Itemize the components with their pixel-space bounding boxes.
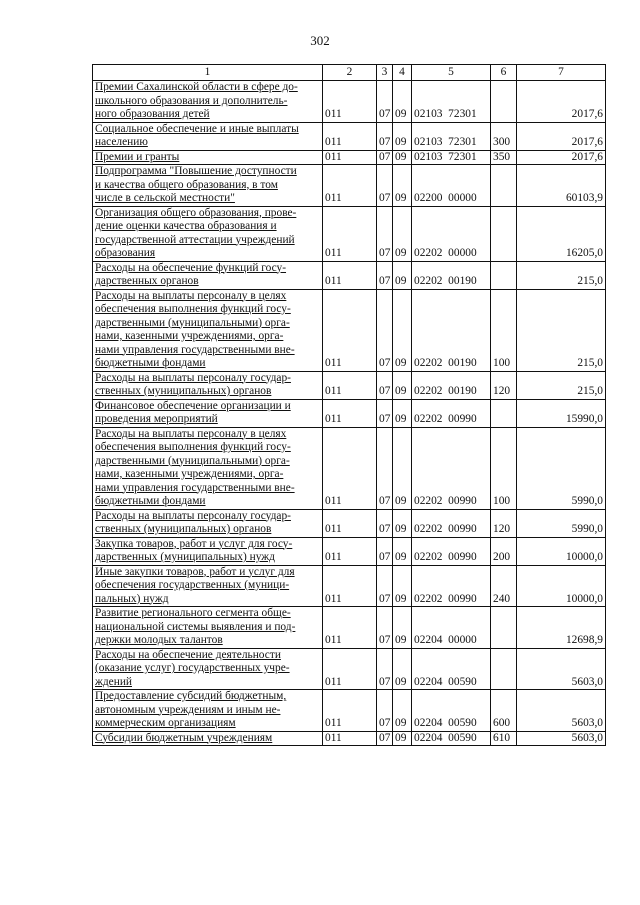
row-expense-type: 300	[491, 122, 517, 150]
header-col-6: 6	[491, 65, 517, 81]
row-name: Подпрограмма "Повышение доступности и качества общего образования, в том числе в сельской местности"	[93, 165, 323, 207]
row-target-article: 02103 72301	[412, 81, 491, 123]
row-amount: 5990,0	[517, 427, 606, 509]
row-target-article: 02202 00000	[412, 206, 491, 261]
row-expense-type	[491, 81, 517, 123]
row-grbs-code: 011	[323, 537, 377, 565]
table-row	[93, 206, 606, 261]
header-col-4: 4	[393, 65, 412, 81]
row-amount: 5990,0	[517, 509, 606, 537]
row-amount: 2017,6	[517, 122, 606, 150]
budget-table	[92, 64, 606, 746]
row-target-article: 02202 00190	[412, 371, 491, 399]
header-col-1: 1	[93, 65, 323, 81]
row-name: Организация общего образования, прове- дение оценки качества образования и государственной аттестации учреждений образования	[93, 206, 323, 261]
page-number: 302	[310, 33, 330, 48]
row-target-article: 02202 00190	[412, 289, 491, 371]
row-amount: 15990,0	[517, 399, 606, 427]
row-subsection-code: 09	[393, 607, 412, 649]
row-target-article: 02204 00590	[412, 731, 491, 746]
row-amount: 12698,9	[517, 607, 606, 649]
table-row	[93, 607, 606, 649]
header-col-5: 5	[412, 65, 491, 81]
row-name: Расходы на выплаты персоналу государ- ственных (муниципальных) органов	[93, 509, 323, 537]
row-section-code: 07	[377, 150, 393, 165]
row-expense-type	[491, 261, 517, 289]
table-row	[93, 537, 606, 565]
row-expense-type	[491, 607, 517, 649]
row-name: Расходы на выплаты персоналу в целях обеспечения выполнения функций госу- дарственными (муниципальными) орга- нами, казенными учреждениями, орга- нами управления государственными вне- бюджетными фондами	[93, 289, 323, 371]
row-target-article: 02202 00990	[412, 427, 491, 509]
header-col-2: 2	[323, 65, 377, 81]
row-grbs-code: 011	[323, 565, 377, 607]
row-name: Расходы на обеспечение деятельности (оказание услуг) государственных учре- ждений	[93, 648, 323, 690]
row-name: Закупка товаров, работ и услуг для госу- дарственных (муниципальных) нужд	[93, 537, 323, 565]
row-section-code: 07	[377, 371, 393, 399]
row-target-article: 02202 00990	[412, 537, 491, 565]
row-target-article: 02103 72301	[412, 122, 491, 150]
row-subsection-code: 09	[393, 427, 412, 509]
row-section-code: 07	[377, 509, 393, 537]
row-subsection-code: 09	[393, 690, 412, 732]
row-section-code: 07	[377, 261, 393, 289]
row-section-code: 07	[377, 122, 393, 150]
table-row	[93, 648, 606, 690]
row-grbs-code: 011	[323, 607, 377, 649]
row-name: Субсидии бюджетным учреждениям	[93, 731, 323, 746]
row-section-code: 07	[377, 427, 393, 509]
table-row	[93, 427, 606, 509]
row-expense-type: 120	[491, 371, 517, 399]
row-amount: 215,0	[517, 261, 606, 289]
row-expense-type: 100	[491, 427, 517, 509]
row-amount: 215,0	[517, 289, 606, 371]
row-amount: 10000,0	[517, 537, 606, 565]
row-expense-type: 610	[491, 731, 517, 746]
table-row	[93, 731, 606, 746]
row-grbs-code: 011	[323, 648, 377, 690]
row-subsection-code: 09	[393, 165, 412, 207]
header-row	[93, 65, 606, 81]
row-section-code: 07	[377, 165, 393, 207]
row-grbs-code: 011	[323, 150, 377, 165]
table-row	[93, 371, 606, 399]
row-name: Развитие регионального сегмента обще- национальной системы выявления и под- держки молодых талантов	[93, 607, 323, 649]
row-grbs-code: 011	[323, 731, 377, 746]
row-name: Расходы на обеспечение функций госу- дарственных органов	[93, 261, 323, 289]
row-subsection-code: 09	[393, 81, 412, 123]
row-target-article: 02103 72301	[412, 150, 491, 165]
row-section-code: 07	[377, 731, 393, 746]
table-row	[93, 122, 606, 150]
table-row	[93, 150, 606, 165]
row-grbs-code: 011	[323, 165, 377, 207]
row-target-article: 02204 00590	[412, 648, 491, 690]
row-grbs-code: 011	[323, 261, 377, 289]
row-section-code: 07	[377, 206, 393, 261]
header-col-7: 7	[517, 65, 606, 81]
row-amount: 2017,6	[517, 81, 606, 123]
row-section-code: 07	[377, 690, 393, 732]
row-section-code: 07	[377, 399, 393, 427]
row-amount: 2017,6	[517, 150, 606, 165]
row-subsection-code: 09	[393, 731, 412, 746]
row-section-code: 07	[377, 289, 393, 371]
row-target-article: 02204 00000	[412, 607, 491, 649]
row-subsection-code: 09	[393, 509, 412, 537]
row-expense-type: 100	[491, 289, 517, 371]
row-grbs-code: 011	[323, 206, 377, 261]
row-name: Расходы на выплаты персоналу государ- ственных (муниципальных) органов	[93, 371, 323, 399]
table-row	[93, 565, 606, 607]
row-amount: 215,0	[517, 371, 606, 399]
row-grbs-code: 011	[323, 690, 377, 732]
row-grbs-code: 011	[323, 427, 377, 509]
table-row	[93, 399, 606, 427]
row-expense-type: 350	[491, 150, 517, 165]
row-section-code: 07	[377, 607, 393, 649]
row-subsection-code: 09	[393, 565, 412, 607]
row-grbs-code: 011	[323, 399, 377, 427]
row-grbs-code: 011	[323, 289, 377, 371]
row-subsection-code: 09	[393, 537, 412, 565]
header-col-3: 3	[377, 65, 393, 81]
row-grbs-code: 011	[323, 122, 377, 150]
row-amount: 16205,0	[517, 206, 606, 261]
row-subsection-code: 09	[393, 399, 412, 427]
row-expense-type	[491, 165, 517, 207]
row-section-code: 07	[377, 537, 393, 565]
row-subsection-code: 09	[393, 289, 412, 371]
row-expense-type	[491, 648, 517, 690]
row-subsection-code: 09	[393, 150, 412, 165]
table-row	[93, 509, 606, 537]
row-subsection-code: 09	[393, 371, 412, 399]
row-name: Финансовое обеспечение организации и проведения мероприятий	[93, 399, 323, 427]
row-name: Премии и гранты	[93, 150, 323, 165]
row-grbs-code: 011	[323, 81, 377, 123]
row-section-code: 07	[377, 81, 393, 123]
row-name: Премии Сахалинской области в сфере до- школьного образования и дополнитель- ного образования детей	[93, 81, 323, 123]
table-row	[93, 690, 606, 732]
row-expense-type: 240	[491, 565, 517, 607]
row-section-code: 07	[377, 648, 393, 690]
row-target-article: 02200 00000	[412, 165, 491, 207]
row-amount: 10000,0	[517, 565, 606, 607]
row-subsection-code: 09	[393, 206, 412, 261]
row-amount: 5603,0	[517, 690, 606, 732]
row-amount: 60103,9	[517, 165, 606, 207]
row-expense-type: 600	[491, 690, 517, 732]
row-expense-type	[491, 399, 517, 427]
table-body	[93, 81, 606, 746]
row-section-code: 07	[377, 565, 393, 607]
row-name: Иные закупки товаров, работ и услуг для обеспечения государственных (муници- пальных) нужд	[93, 565, 323, 607]
row-target-article: 02202 00990	[412, 509, 491, 537]
row-target-article: 02202 00190	[412, 261, 491, 289]
row-subsection-code: 09	[393, 122, 412, 150]
row-amount: 5603,0	[517, 648, 606, 690]
row-name: Социальное обеспечение и иные выплаты населению	[93, 122, 323, 150]
row-grbs-code: 011	[323, 509, 377, 537]
row-expense-type	[491, 206, 517, 261]
table-row	[93, 261, 606, 289]
row-target-article: 02202 00990	[412, 399, 491, 427]
row-grbs-code: 011	[323, 371, 377, 399]
row-name: Расходы на выплаты персоналу в целях обеспечения выполнения функций госу- дарственными (муниципальными) орга- нами, казенными учреждениями, орга- нами управления государственными вне- бюджетными фондами	[93, 427, 323, 509]
row-target-article: 02202 00990	[412, 565, 491, 607]
row-subsection-code: 09	[393, 648, 412, 690]
row-target-article: 02204 00590	[412, 690, 491, 732]
table-row	[93, 81, 606, 123]
row-amount: 5603,0	[517, 731, 606, 746]
row-subsection-code: 09	[393, 261, 412, 289]
row-expense-type: 200	[491, 537, 517, 565]
table-row	[93, 289, 606, 371]
row-name: Предоставление субсидий бюджетным, автономным учреждениям и иным не- коммерческим организациям	[93, 690, 323, 732]
row-expense-type: 120	[491, 509, 517, 537]
table-row	[93, 165, 606, 207]
